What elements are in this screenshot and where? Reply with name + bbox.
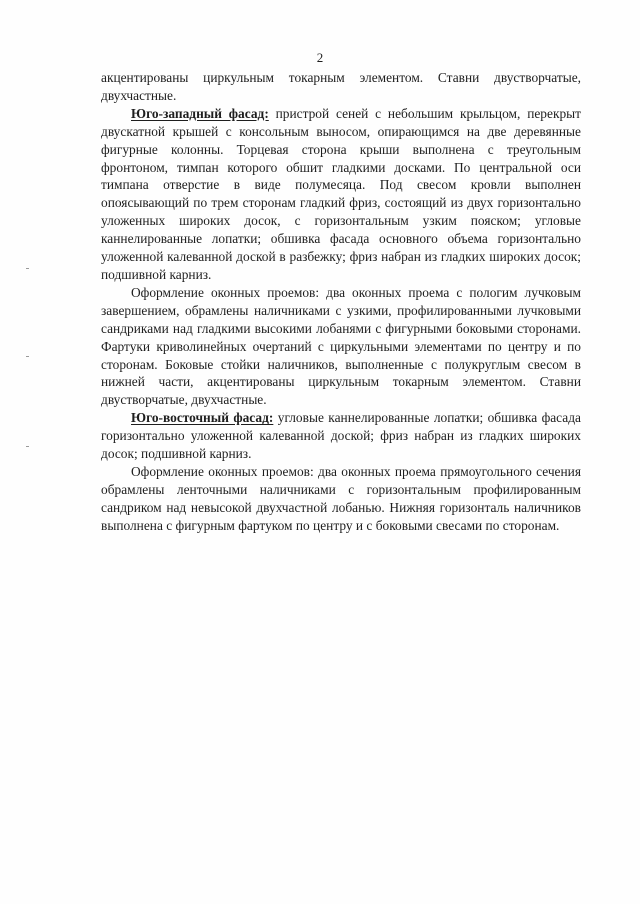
scan-mark (26, 268, 29, 269)
paragraph-text: Оформление оконных проемов: два оконных проема с пологим лучковым завершением, обрамлены наличниками с узкими, профилированными лучковыми сандриками над гладкими высокими лобанями с фигурными боковыми сторонами. Фартуки криволинейных очертаний с циркульными элементами по центру и по сторонам. Боковые стойки наличников, выполненные с полукруглым свесом в нижней части, акцентированы циркульным токарным элементом. Ставни двустворчатые, двухчастные. (101, 284, 581, 408)
section-heading-southeast: Юго-восточный фасад: (131, 410, 274, 426)
document-body (101, 69, 581, 535)
scan-mark (26, 356, 29, 357)
paragraph-continuation (101, 69, 581, 105)
scan-mark (26, 446, 29, 447)
page-number: 2 (316, 50, 324, 65)
section-heading-southwest: Юго-западный фасад: (131, 105, 269, 121)
paragraph-text: Оформление оконных проемов: два оконных проема прямоугольного сечения обрамлены ленточными наличниками с горизонтальным профилированным сандриком над невысокой двухчастной лобанью. Нижняя горизонталь наличников выполнена с фигурным фартуком по центру и с боковыми свесами по сторонам. (101, 463, 581, 533)
paragraph-southwest-facade (101, 105, 581, 284)
paragraph-text: угловые каннелированные лопатки; обшивка фасада горизонтально уложенной калеванной доской; фриз набран из гладких широких досок; подшивной карниз. (101, 410, 581, 462)
paragraph-window-openings-southeast (101, 463, 581, 535)
paragraph-text: пристрой сеней с небольшим крыльцом, перекрыт двускатной крышей с консольным выносом, опирающимся на две деревянные фигурные колонны. Торцевая сторона крыши выполнена с треугольным фронтоном, тимпан которого обшит гладкими досками. По центральной оси тимпана отверстие в виде полумесяца. Под свесом кровли выполнен опоясывающий по трем сторонам гладкий фриз, состоящий из двух горизонтально уложенных широких досок, с горизонтальным узким пояском; угловые каннелированные лопатки; обшивка фасада основного объема горизонтально уложенной калеванной доской в разбежку; фриз набран из гладких широких досок; подшивной карниз. (101, 105, 581, 282)
paragraph-text: акцентированы циркульным токарным элементом. Ставни двустворчатые, двухчастные. (101, 70, 581, 103)
paragraph-southeast-facade (101, 409, 581, 463)
paragraph-window-openings-southwest (101, 284, 581, 409)
